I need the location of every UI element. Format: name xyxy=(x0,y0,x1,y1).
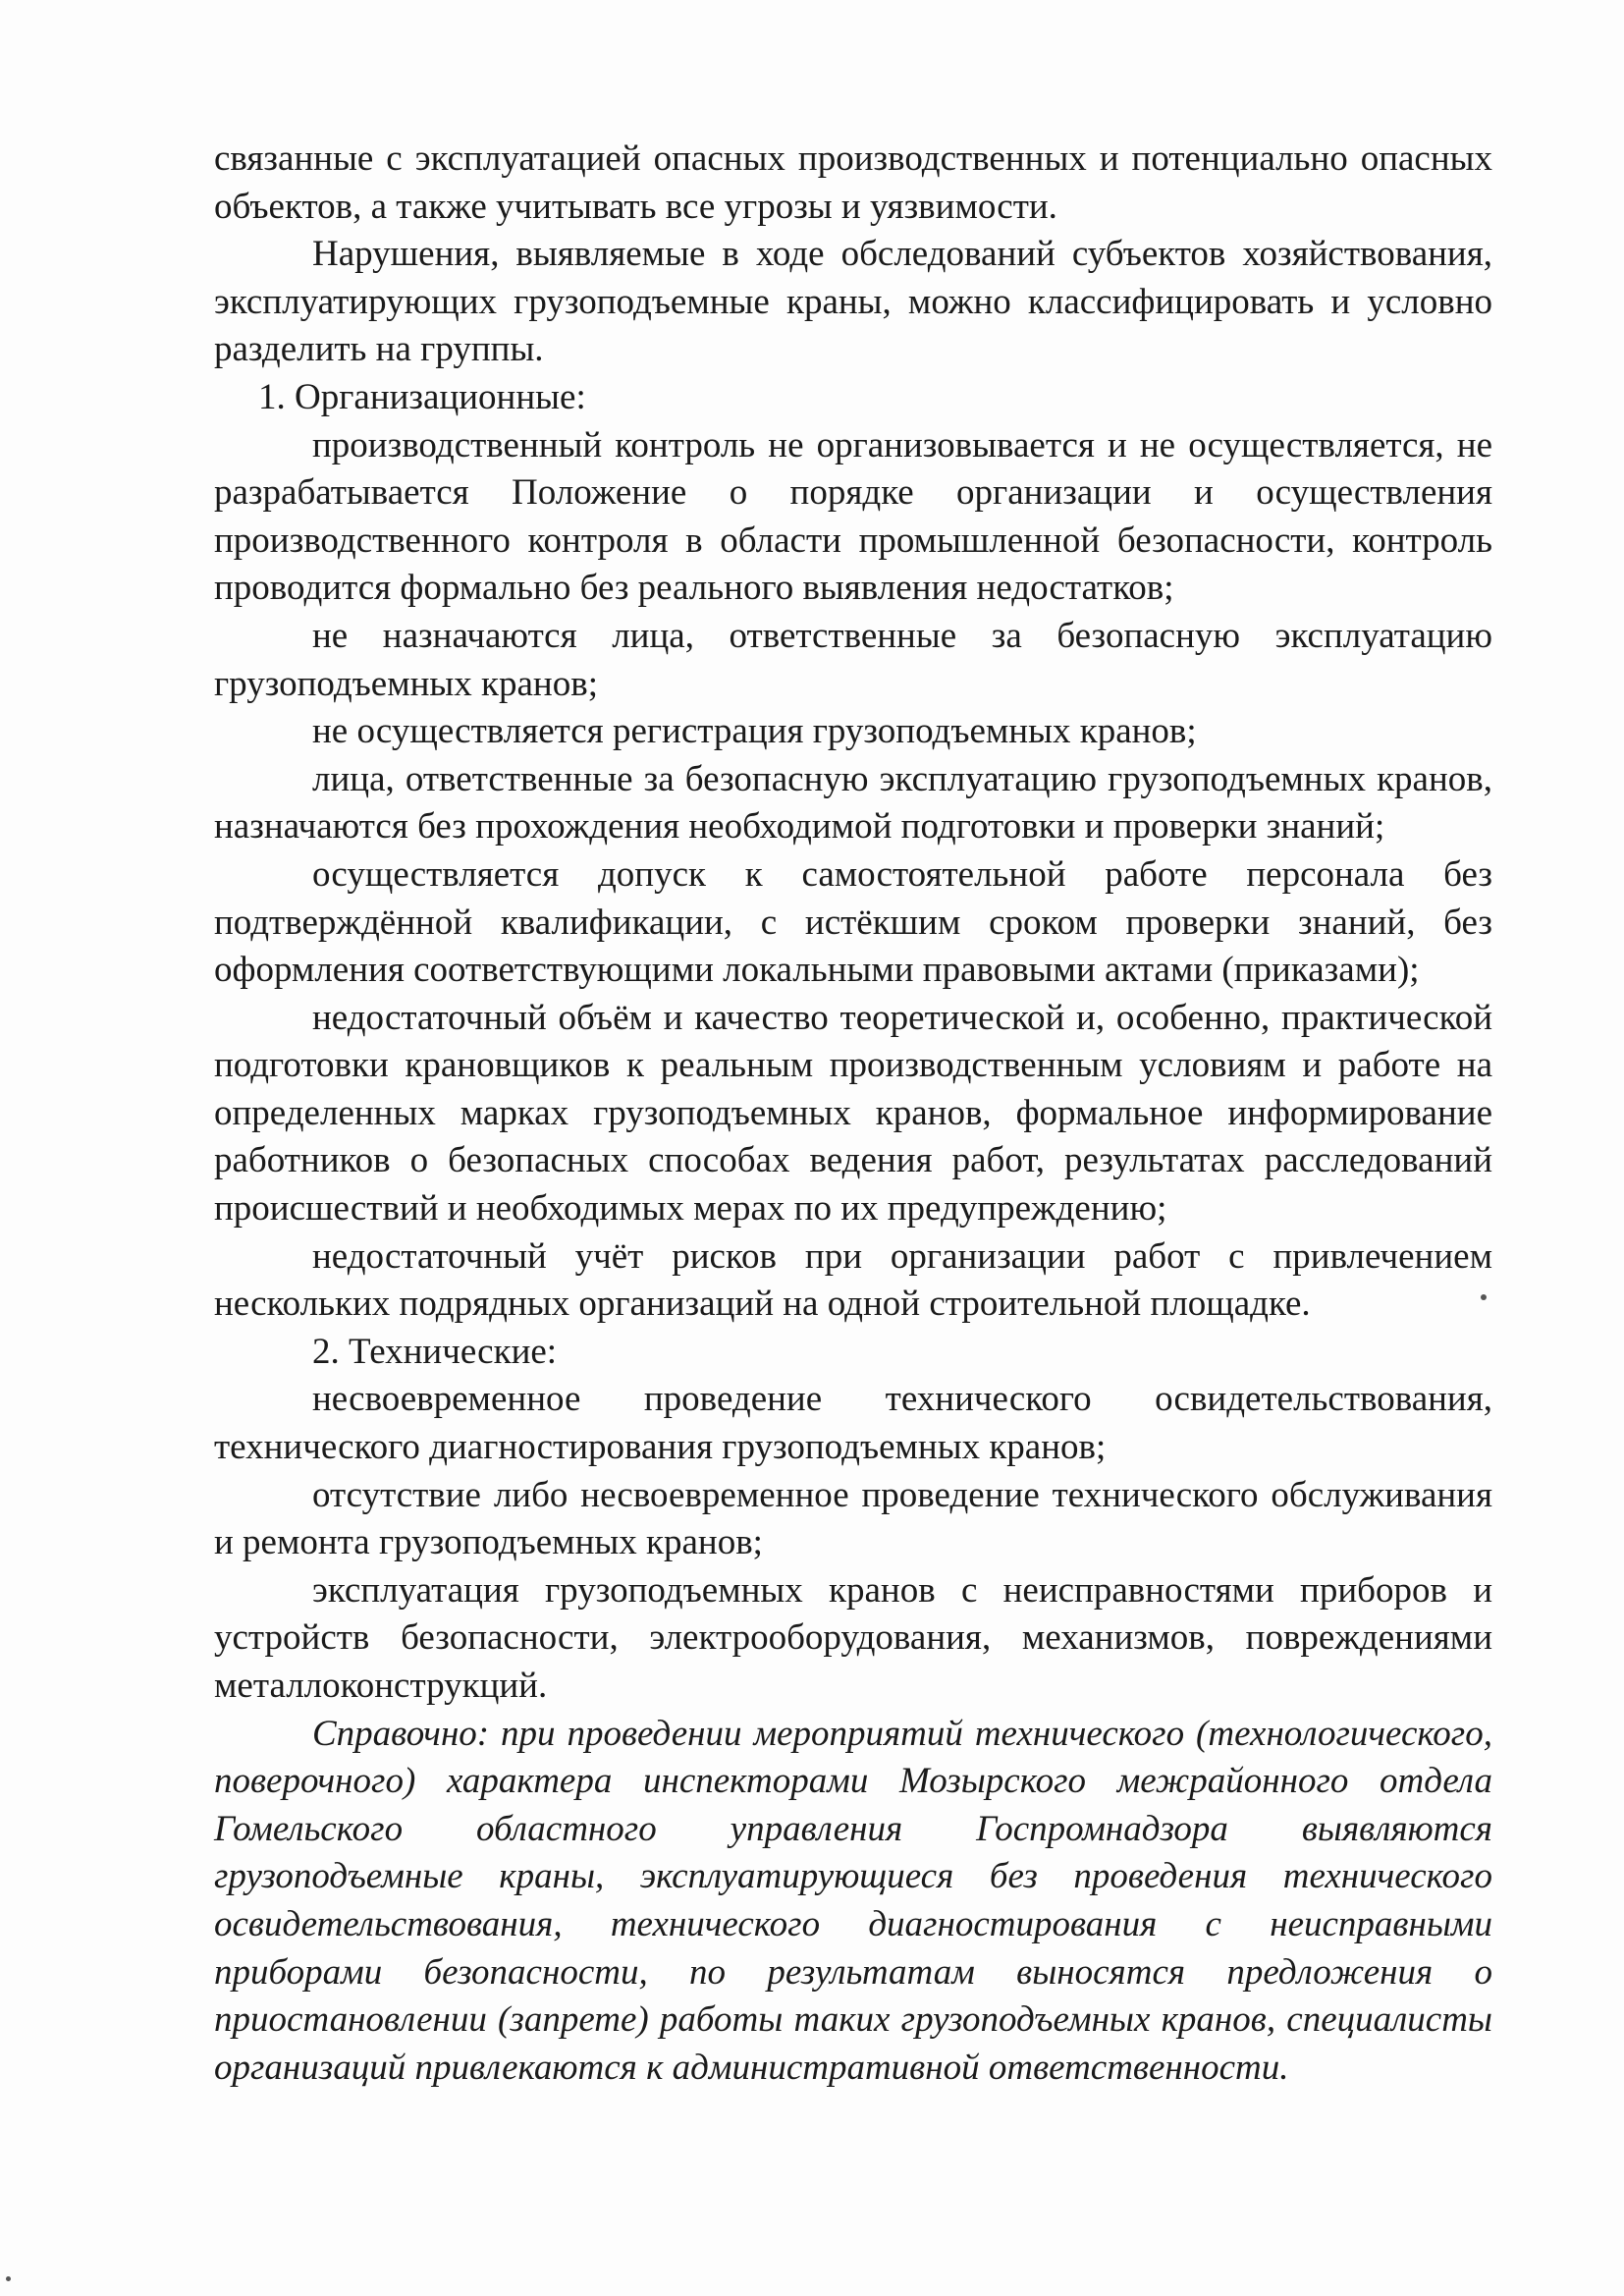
list-item-contractor-risks: недостаточный учёт рисков при организации работ с привлечением нескольких подрядных организаций на одной строительной площадке. xyxy=(214,1235,1492,1325)
list-item-faulty-devices: эксплуатация грузоподъемных кранов с неисправностями приборов и устройств безопасности, электрооборудования, механизмов, повреждениями металлоконструкций. xyxy=(214,1569,1492,1706)
list-item-inspection: несвоевременное проведение технического освидетельствования, технического диагностирования грузоподъемных кранов; xyxy=(214,1379,1492,1468)
list-item-crane-operator-training: недостаточный объём и качество теоретической и, особенно, практической подготовки крановщиков к реальным производственным условиям и работе на определенных марках грузоподъемных кранов, формальное информирование работников о безопасных способах ведения работ, результатах расследований происшествий и необходимых мерах по их предупреждению; xyxy=(214,997,1492,1230)
list-item-training: лица, ответственные за безопасную эксплуатацию грузоподъемных кранов, назначаются без прохождения необходимой подготовки и проверки знаний; xyxy=(214,758,1492,847)
paragraph-violations-intro: Нарушения, выявляемые в ходе обследований субъектов хозяйствования, эксплуатирующих грузоподъемные краны, можно классифицировать и условно разделить на группы. xyxy=(214,234,1492,370)
list-item-maintenance: отсутствие либо несвоевременное проведение технического обслуживания и ремонта грузоподъемных кранов; xyxy=(214,1474,1492,1563)
list-item-admission: осуществляется допуск к самостоятельной работе персонала без подтверждённой квалификации, с истёкшим сроком проверки знаний, без оформления соответствующими локальными правовыми актами (приказами); xyxy=(214,853,1492,991)
scan-speck xyxy=(6,2276,11,2281)
list-item-registration: не осуществляется регистрация грузоподъемных кранов; xyxy=(312,711,1197,752)
list-item-responsible-persons: не назначаются лица, ответственные за безопасную эксплуатацию грузоподъемных кранов; xyxy=(214,615,1492,704)
reference-note: Справочно: при проведении мероприятий технического (технологического, поверочного) характера инспекторами Мозырского межрайонного отдела Гомельского областного управления Госпромнадзора выявляются грузоподъемные краны, эксплуатирующиеся без проведения технического освидетельствования, технического диагностирования с неисправными приборами безопасности, по результатам выносятся предложения о приостановлении (запрете) работы таких грузоподъемных кранов, специалисты организаций привлекаются к административной ответственности. xyxy=(214,1713,1492,2088)
paragraph-intro-continuation: связанные с эксплуатацией опасных производственных и потенциально опасных объектов, а также учитывать все угрозы и уязвимости. xyxy=(214,138,1492,227)
document-body xyxy=(214,136,1492,2092)
list-heading-organizational: 1. Организационные: xyxy=(258,376,586,417)
list-heading-technical: 2. Технические: xyxy=(312,1331,558,1372)
scan-speck xyxy=(1481,1294,1487,1300)
list-item-production-control: производственный контроль не организовывается и не осуществляется, не разрабатывается Положение о порядке организации и осуществления производственного контроля в области промышленной безопасности, контроль проводится формально без реального выявления недостатков; xyxy=(214,424,1492,609)
